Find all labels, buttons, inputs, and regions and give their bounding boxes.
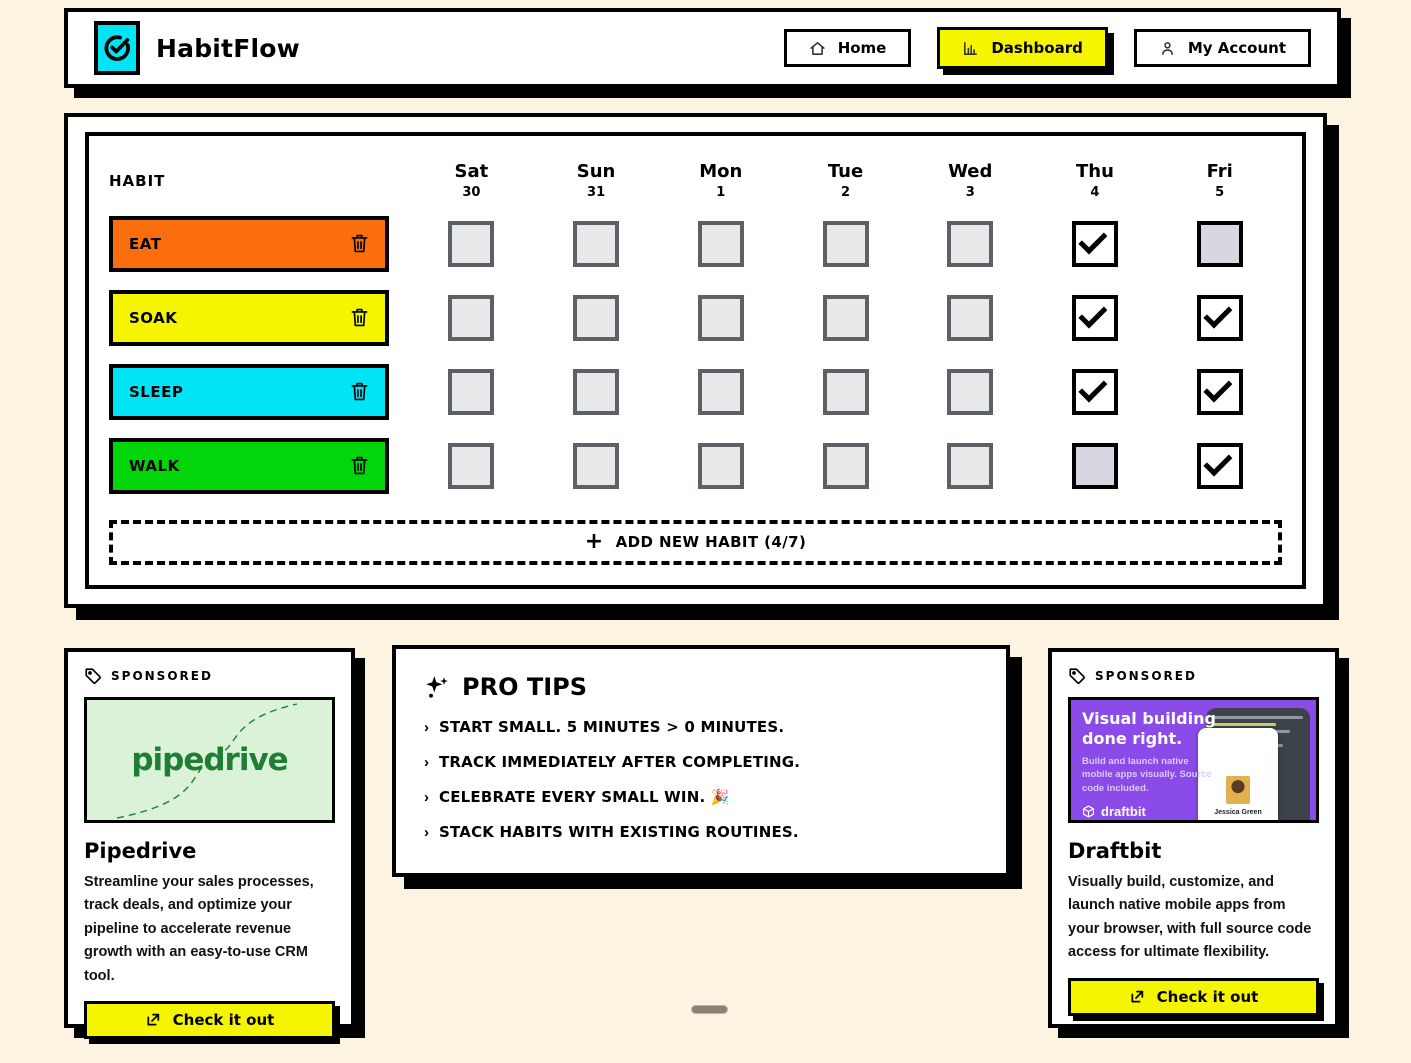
tip-item [424,718,978,736]
draftbit-cta-button[interactable] [1068,978,1319,1016]
habit-checkbox[interactable] [1072,369,1118,415]
habit-checkbox[interactable] [1197,221,1243,267]
add-new-habit-button[interactable] [109,520,1282,565]
sponsor-description: Streamline your sales processes, track deals, and optimize your pipeline to accelerate revenue growth with an easy-to-use CRM tool. [84,874,314,984]
habit-tracker-table [85,132,1306,589]
habit-name: SOAK [129,308,178,327]
cta-label: Check it out [172,1011,275,1030]
pro-tips-header [424,673,978,701]
habit-checkbox[interactable] [947,443,993,489]
pipedrive-cta-button[interactable] [84,1001,335,1039]
habit-row-soak [109,290,1282,346]
pro-tips-card [392,645,1010,877]
habit-name: SLEEP [129,382,184,401]
habit-checkbox[interactable] [698,369,744,415]
ad-headline: Visual building done right. [1082,709,1216,748]
habit-checkbox[interactable] [698,443,744,489]
delete-habit-button[interactable] [347,305,371,331]
habit-checkbox[interactable] [823,221,869,267]
tag-icon [84,667,102,685]
chevron-right-icon: › [424,719,429,736]
draftbit-ad-image [1068,697,1319,823]
habit-checkbox[interactable] [947,221,993,267]
day-header-mon: Mon 1 [699,161,743,201]
profile-avatar [1225,775,1251,805]
habit-checkbox[interactable] [1072,221,1118,267]
profile-name: Jessica Green [1214,809,1262,816]
sponsored-badge [84,667,335,685]
habit-label-walk [109,438,389,494]
pipedrive-logo: pipedrive [131,742,288,778]
habit-label-eat [109,216,389,272]
habit-checkbox[interactable] [698,221,744,267]
habit-checkbox[interactable] [573,443,619,489]
tip-text: START SMALL. 5 MINUTES > 0 MINUTES. [439,718,785,736]
habit-column-header: HABIT [109,171,166,190]
sparkles-icon [424,674,450,700]
habit-row-sleep [109,364,1282,420]
pro-tips-title: PRO TIPS [462,673,588,701]
habit-checkbox[interactable] [1072,443,1118,489]
home-icon [809,40,826,57]
bar-chart-icon [962,40,979,57]
check-circle-icon [102,33,132,63]
tip-text: TRACK IMMEDIATELY AFTER COMPLETING. [439,753,801,771]
habit-label-soak [109,290,389,346]
nav-account-button[interactable] [1134,29,1311,67]
habit-checkbox[interactable] [1072,295,1118,341]
habit-checkbox[interactable] [823,369,869,415]
delete-habit-button[interactable] [347,379,371,405]
chevron-right-icon: › [424,789,429,806]
pipedrive-ad-image [84,697,335,823]
external-link-icon [145,1012,161,1028]
tip-item [424,753,978,771]
app-title: HabitFlow [156,33,300,63]
habit-name: EAT [129,234,162,253]
draftbit-brand: draftbit [1101,803,1146,819]
habit-checkbox[interactable] [573,369,619,415]
sponsor-title: Pipedrive [84,839,197,863]
delete-habit-button[interactable] [347,231,371,257]
day-header-wed: Wed 3 [948,161,993,201]
sponsored-badge [1068,667,1319,685]
habit-tracker-card [64,113,1327,608]
habit-checkbox[interactable] [448,443,494,489]
habit-checkbox[interactable] [448,369,494,415]
nav-home-label: Home [837,39,887,57]
habit-checkbox[interactable] [1197,369,1243,415]
habit-checkbox[interactable] [448,221,494,267]
brand [94,21,300,75]
tracker-header-row [109,154,1282,208]
nav-dashboard-label: Dashboard [991,39,1083,57]
habit-row-walk [109,438,1282,494]
habit-checkbox[interactable] [1197,295,1243,341]
plus-icon: + [584,529,604,555]
add-habit-label: ADD NEW HABIT (4/7) [615,533,807,552]
app-logo [94,21,140,75]
habit-checkbox[interactable] [573,295,619,341]
habit-checkbox[interactable] [448,295,494,341]
habit-name: WALK [129,456,180,475]
sponsored-card-pipedrive [64,648,355,1028]
external-link-icon [1129,989,1145,1005]
habit-label-sleep [109,364,389,420]
nav-account-label: My Account [1187,39,1286,57]
sponsored-label: SPONSORED [1095,669,1197,683]
nav-dashboard-button[interactable] [937,27,1107,69]
day-header-sat: Sat 30 [454,161,489,201]
sponsor-title: Draftbit [1068,839,1162,863]
cta-label: Check it out [1156,987,1259,1006]
nav-home-button[interactable] [784,29,912,67]
habit-checkbox[interactable] [947,369,993,415]
delete-habit-button[interactable] [347,453,371,479]
tip-item [424,823,978,841]
sponsored-label: SPONSORED [111,669,213,683]
app-header [64,8,1341,88]
day-header-thu: Thu 4 [1075,161,1114,201]
ad-subtext: Build and launch native mobile apps visually. Source code included. [1082,756,1212,794]
main-nav [784,27,1311,69]
user-icon [1159,40,1176,57]
day-header-sun: Sun 31 [576,161,616,201]
habit-checkbox[interactable] [823,443,869,489]
sponsored-card-draftbit [1048,648,1339,1028]
tip-text: STACK HABITS WITH EXISTING ROUTINES. [439,823,799,841]
tip-text: CELEBRATE EVERY SMALL WIN. 🎉 [439,788,730,806]
tag-icon [1068,667,1086,685]
habit-checkbox[interactable] [698,295,744,341]
habit-row-eat [109,216,1282,272]
chevron-right-icon: › [424,824,429,841]
habit-checkbox[interactable] [573,221,619,267]
tip-item [424,788,978,806]
underline-decoration [1225,820,1251,823]
sponsor-description: Visually build, customize, and launch native mobile apps from your browser, with full source code access for ultimate flexibility. [1068,874,1312,961]
habit-checkbox[interactable] [947,295,993,341]
habit-checkbox[interactable] [1197,443,1243,489]
habit-checkbox[interactable] [823,295,869,341]
day-header-tue: Tue 2 [827,161,864,201]
day-header-fri: Fri 5 [1206,161,1233,201]
chevron-right-icon: › [424,754,429,771]
drag-handle[interactable] [691,1005,728,1014]
draftbit-cube-icon [1082,805,1095,818]
